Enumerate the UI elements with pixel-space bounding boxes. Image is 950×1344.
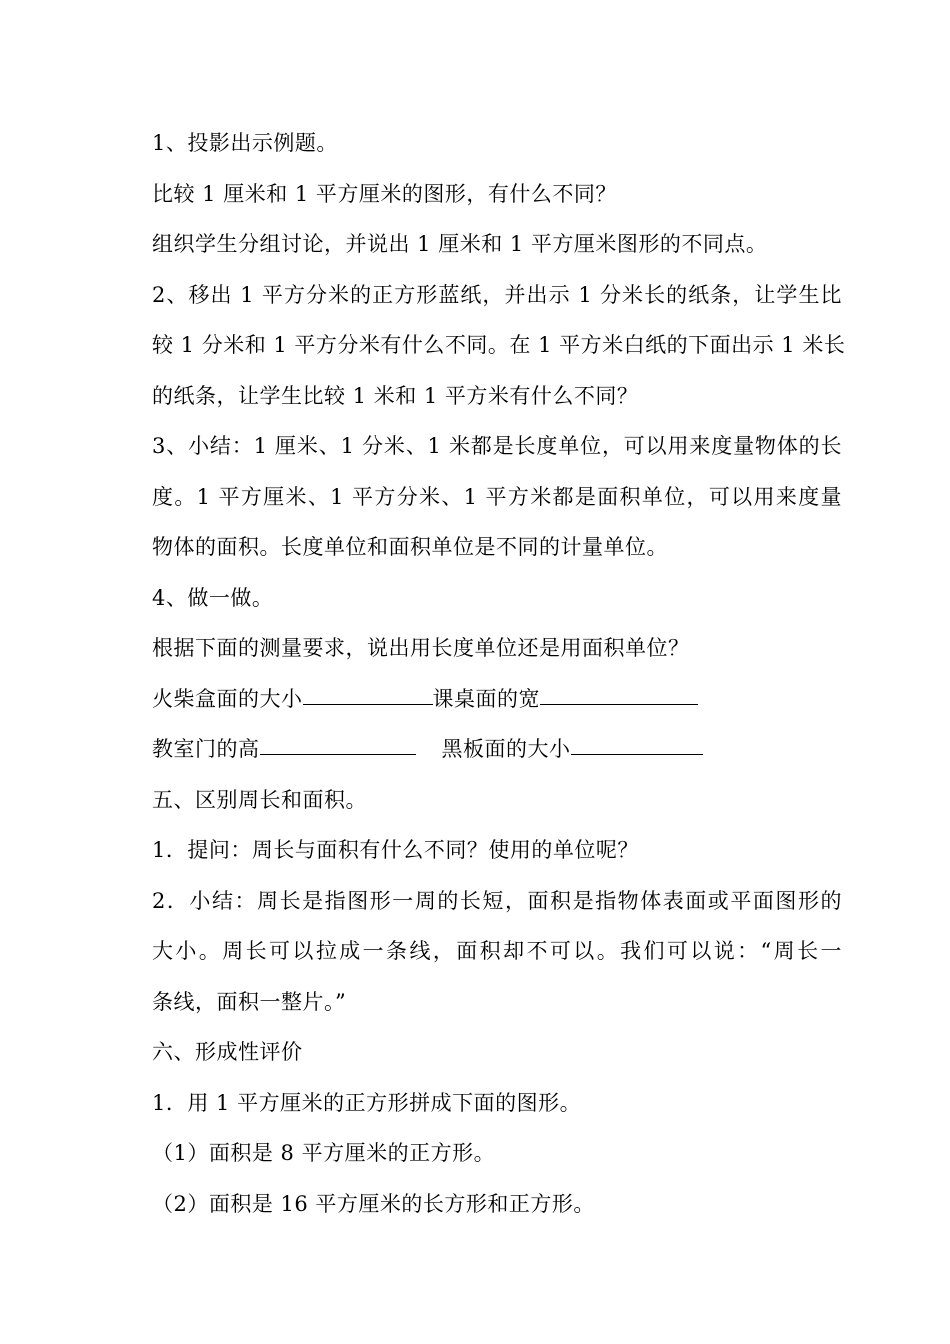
paragraph-line: 1．用 1 平方厘米的正方形拼成下面的图形。 <box>152 1090 582 1115</box>
document-body <box>152 118 846 1229</box>
paragraph-line: 2、移出 1 平方分米的正方形蓝纸，并出示 1 分米长的纸条，让学生比 <box>152 282 842 307</box>
blank-label-matchbox: 火柴盒面的大小 <box>152 686 303 711</box>
blank-line <box>303 684 433 705</box>
list-item: （1）面积是 8 平方厘米的正方形。 <box>152 1141 496 1165</box>
fill-blank-row <box>152 724 842 775</box>
paragraph-line: 1、投影出示例题。 <box>152 131 338 155</box>
paragraph-line: 2．小结：周长是指图形一周的长短，面积是指物体表面或平面图形的 <box>152 888 842 913</box>
paragraph-line: 大小。周长可以拉成一条线，面积却不可以。我们可以说：“周长一 <box>152 939 842 963</box>
paragraph-line: 比较 1 厘米和 1 平方厘米的图形，有什么不同？ <box>152 181 617 206</box>
paragraph-line: 1．提问：周长与面积有什么不同？使用的单位呢？ <box>152 838 639 862</box>
paragraph-line: 较 1 分米和 1 平方分米有什么不同。在 1 平方米白纸的下面出示 1 米长 <box>152 333 846 357</box>
paragraph-line: 物体的面积。长度单位和面积单位是不同的计量单位。 <box>152 535 668 559</box>
paragraph-line: 的纸条，让学生比较 1 米和 1 平方米有什么不同？ <box>152 383 639 408</box>
paragraph-line: 度。1 平方厘米、1 平方分米、1 平方米都是面积单位，可以用来度量 <box>152 484 842 509</box>
paragraph-line: 4、做一做。 <box>152 585 274 610</box>
list-item: （2）面积是 16 平方厘米的长方形和正方形。 <box>152 1191 595 1216</box>
blank-line <box>571 734 703 755</box>
fill-blank-row <box>152 674 842 725</box>
blank-label-desk-width: 课桌面的宽 <box>432 686 540 711</box>
blank-line <box>260 734 416 755</box>
paragraph-line: 组织学生分组讨论，并说出 1 厘米和 1 平方厘米图形的不同点。 <box>152 232 768 256</box>
paragraph-line: 条线，面积一整片。” <box>152 989 347 1014</box>
blank-label-blackboard: 黑板面的大小 <box>441 737 571 761</box>
blank-line <box>540 684 698 705</box>
section-heading: 五、区别周长和面积。 <box>152 787 367 812</box>
blank-label-door-height: 教室门的高 <box>152 737 260 761</box>
paragraph-line: 3、小结：1 厘米、1 分米、1 米都是长度单位，可以用来度量物体的长 <box>152 434 842 458</box>
paragraph-line: 根据下面的测量要求，说出用长度单位还是用面积单位？ <box>152 636 690 660</box>
section-heading: 六、形成性评价 <box>152 1040 303 1064</box>
